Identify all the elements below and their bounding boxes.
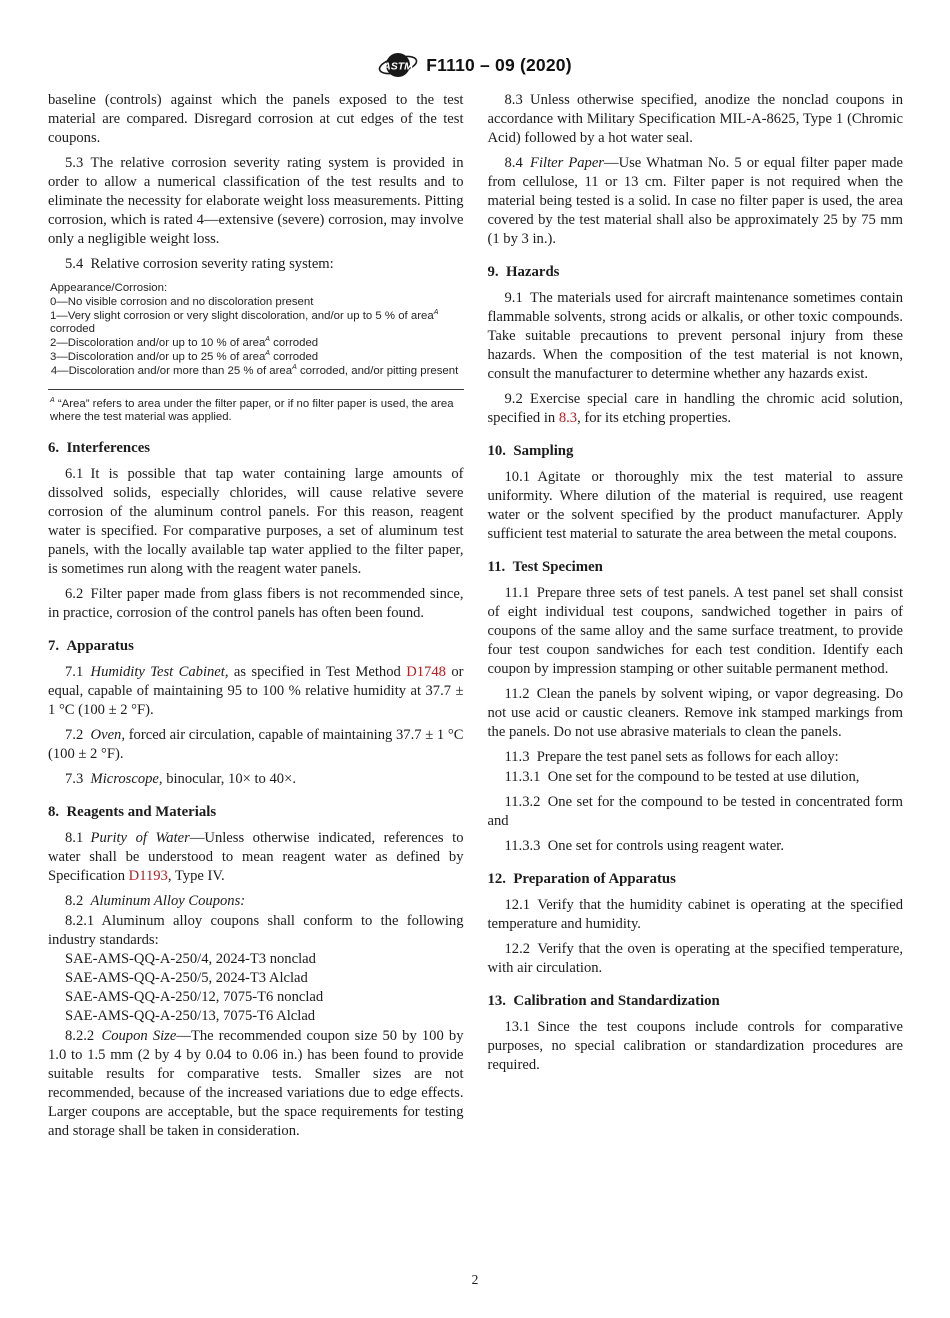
section-heading: 11. Test Specimen [487, 559, 603, 575]
text-run: 11.3.3 One set for controls using reagent water. [504, 838, 785, 854]
text-run: —Use Whatman No. 5 or equal filter paper made from cellulose, 11 or 13 cm. Filter paper is not required when the material being tested is a solid. In case no filter paper is used, the area covered by the test material shall also be approximately 25 by 75 mm (1 by 3 in.). [487, 155, 903, 247]
paragraph [48, 585, 464, 623]
text-run: forced air circulation, capable of maintaining 37.7 ± 1 °C (100 ± 2 °F). [48, 727, 464, 763]
paragraph [48, 465, 464, 579]
section-heading: 6. Interferences [48, 440, 151, 457]
text-run: corroded [50, 323, 95, 336]
paragraph [48, 912, 464, 950]
text-run: 6.1 It is possible that tap water containing large amounts of dissolved solids, especially chlorides, will cause relative severe corrosion of the aluminum control panels. For this reason, reagent water is specified. For comparative purposes, a set of aluminum test panels, with the locally available tap water applied to the filter paper, is sometimes run along with the reagent water panels. [48, 466, 464, 578]
italic-term: Filter Paper [530, 155, 604, 171]
paragraph [48, 770, 464, 789]
text-run: 5.4 Relative corrosion severity rating system: [65, 256, 334, 272]
section-heading: 9. Hazards [487, 264, 560, 280]
text-run: 8.1 [65, 830, 91, 847]
table-rule [48, 389, 464, 390]
table-row [48, 296, 464, 310]
italic-term: Oven, [90, 727, 125, 744]
italic-term: Aluminum Alloy Coupons: [90, 893, 246, 910]
text-run: , for its etching properties. [577, 410, 732, 426]
paragraph [48, 255, 464, 274]
paragraph [488, 768, 904, 787]
page-footer [0, 1272, 950, 1288]
text-run: 9.1 The materials used for aircraft maintenance sometimes contain flammable solvents, strong acids or alkalis, or other toxic compounds. Take suitable precautions to prevent personal injury from these hazards. When the composition of the test material is not known, consult the manufacturer to determine whether any hazards exist. [487, 290, 903, 382]
document-page [0, 46, 950, 1318]
spec-item: SAE-AMS-QQ-A-250/5, 2024-T3 Alclad [65, 970, 308, 987]
paragraph [488, 837, 904, 856]
two-column-body [0, 91, 950, 1141]
text-run: 8.2.2 [65, 1028, 102, 1045]
text-run: , Type IV. [167, 868, 225, 885]
table-row [48, 365, 464, 379]
text-run: 11.3.1 One set for the compound to be tested at use dilution, [504, 769, 860, 785]
text-run: 13.1 Since the test coupons include controls for comparative purposes, no special calibration or standardization procedures are required. [487, 1019, 903, 1073]
section-heading: 7. Apparatus [48, 638, 134, 655]
text-run: 8.2.1 Aluminum alloy coupons shall conform to the following industry standards: [48, 913, 464, 949]
text-run: corroded, and/or pitting present [296, 364, 459, 377]
section-heading: 10. Sampling [487, 443, 574, 459]
text-run: corroded [270, 337, 319, 350]
spec-item: SAE-AMS-QQ-A-250/12, 7075-T6 nonclad [65, 989, 324, 1006]
reference-link[interactable]: D1748 [406, 664, 446, 681]
svg-text:ASTM: ASTM [383, 60, 414, 73]
spec-item: SAE-AMS-QQ-A-250/13, 7075-T6 Alclad [65, 1008, 316, 1025]
left-column [48, 91, 464, 1141]
footnote-marker: A [433, 308, 439, 316]
paragraph [48, 892, 464, 911]
paragraph [488, 154, 904, 249]
text-run: 4—Discoloration and/or more than 25 % of area [50, 364, 293, 377]
text-run: Appearance/Corrosion: [50, 282, 168, 294]
italic-term: Coupon Size [101, 1028, 177, 1045]
text-run: 7.1 [65, 664, 91, 681]
standard-designation: F1110 – 09 (2020) [426, 54, 572, 75]
paragraph [488, 748, 904, 767]
section-heading: 12. Preparation of Apparatus [487, 871, 676, 887]
paragraph [488, 940, 904, 978]
paragraph [48, 829, 464, 886]
table-footnote [48, 398, 464, 426]
table-row [48, 337, 464, 351]
paragraph [488, 584, 904, 679]
paragraph [488, 793, 904, 831]
table-row [48, 282, 464, 296]
text-run: 11.1 Prepare three sets of test panels. A test panel set shall consist of eight individual test coupons, sandwiched together in pairs of coupons of the same alloy and the same surface treatment, to provide four test coupon sandwiches for each test condition. Identify each coupon by impression stamping or other suitable permanent method. [487, 585, 903, 677]
italic-term: Humidity Test Cabinet, [90, 664, 229, 681]
text-run: 12.2 Verify that the oven is operating at the specified temperature, with air circulation. [487, 941, 903, 976]
text-run: 7.3 [65, 771, 91, 788]
text-run: 11.3 Prepare the test panel sets as follows for each alloy: [504, 749, 839, 765]
text-run: 11.3.2 One set for the compound to be tested in concentrated form and [487, 794, 903, 829]
text-run: binocular, 10× to 40×. [162, 771, 296, 788]
text-run: or equal, capable of maintaining 95 to 100 % relative humidity at 37.7 ± 1 °C (100 ± 2 °F). [48, 664, 464, 719]
text-run: 2—Discoloration and/or up to 10 % of area [50, 337, 266, 350]
text-run: 8.4 [504, 155, 531, 171]
text-run: baseline (controls) against which the panels exposed to the test material are compared. Disregard corrosion at cut edges of the test coupons. [48, 92, 464, 146]
text-run: —The recommended coupon size 50 by 100 by 1.0 to 1.5 mm (2 by 4 by 0.04 to 0.06 in.) has been found to provide suitable results for comparative tests. Smaller sizes are not recommended, because of the increased variations due to edge effects. Larger coupons are acceptable, but the space requirements for testing and storage shall be taken in consideration. [48, 1028, 464, 1140]
page-number: 2 [471, 1272, 479, 1287]
paragraph [48, 663, 464, 720]
astm-logo-icon [378, 49, 418, 81]
text-run: 8.3 Unless otherwise specified, anodize the nonclad coupons in accordance with Military Specification MIL-A-8625, Type 1 (Chromic Acid) followed by a hot water seal. [487, 92, 903, 146]
paragraph [488, 896, 904, 934]
text-run: “Area” refers to area under the filter paper, or if no filter paper is used, the area where the test material was applied. [50, 397, 454, 424]
italic-term: Microscope, [90, 771, 163, 788]
text-run: 3—Discoloration and/or up to 25 % of area [50, 350, 266, 363]
paragraph [48, 1027, 464, 1141]
paragraph [48, 154, 464, 249]
table-row [48, 351, 464, 365]
paragraph [488, 289, 904, 384]
text-run: 11.2 Clean the panels by solvent wiping, or vapor degreasing. Do not use acid or caustic cleaners. Remove ink stamped markings from the panels. Do not use abrasive materials to clean the panels. [487, 686, 903, 740]
footnote-marker: A [265, 336, 270, 344]
text-run: as specified in Test Method [228, 664, 407, 681]
text-run: 5.3 The relative corrosion severity rating system is provided in order to allow a numerical classification of the test results and to eliminate the necessity for elaborate weight loss measurements. Pitting corrosion, which is rated 4—extensive (severe) corrosion, may involve only a negligible weight loss. [48, 155, 464, 247]
paragraph [488, 685, 904, 742]
paragraph [48, 726, 464, 764]
right-column [488, 91, 904, 1141]
page-header [0, 46, 950, 84]
italic-term: Purity of Water [90, 830, 190, 847]
table-row [48, 310, 464, 338]
text-run: 6.2 Filter paper made from glass fibers is not recommended since, in practice, corrosion of the control panels has often been found. [48, 586, 464, 622]
text-run: corroded [270, 350, 319, 363]
paragraph [488, 1018, 904, 1075]
section-heading: 8. Reagents and Materials [48, 804, 217, 821]
text-run: —Unless otherwise indicated, references to water shall be understood to mean reagent water as defined by Specification [48, 830, 464, 885]
text-run: 9.2 Exercise special care in handling the chromic acid solution, specified in [487, 391, 903, 426]
spec-list [48, 950, 464, 1026]
reference-link[interactable]: 8.3 [558, 410, 578, 426]
text-run: 10.1 Agitate or thoroughly mix the test material to assure uniformity. Where dilution of the material is required, use reagent water or the solvent specified by the product manufacturer. Apply sufficient test material to saturate the area between the metal coupons. [487, 469, 903, 542]
footnote-marker: A [50, 396, 55, 404]
text-run: 12.1 Verify that the humidity cabinet is operating at the specified temperature and humidity. [487, 897, 903, 932]
text-run: 8.2 [65, 893, 91, 910]
paragraph [48, 91, 464, 148]
paragraph [488, 91, 904, 148]
reference-link[interactable]: D1193 [128, 868, 168, 885]
rating-table [48, 282, 464, 425]
text-run: 7.2 [65, 727, 91, 744]
footnote-marker: A [292, 363, 297, 371]
footnote-marker: A [265, 350, 270, 358]
paragraph [488, 468, 904, 544]
section-heading: 13. Calibration and Standardization [487, 993, 720, 1009]
text-run: 0—No visible corrosion and no discoloration present [50, 295, 314, 308]
text-run: 1—Very slight corrosion or very slight discoloration, and/or up to 5 % of area [50, 309, 434, 322]
spec-item: SAE-AMS-QQ-A-250/4, 2024-T3 nonclad [65, 951, 316, 968]
paragraph [488, 390, 904, 428]
